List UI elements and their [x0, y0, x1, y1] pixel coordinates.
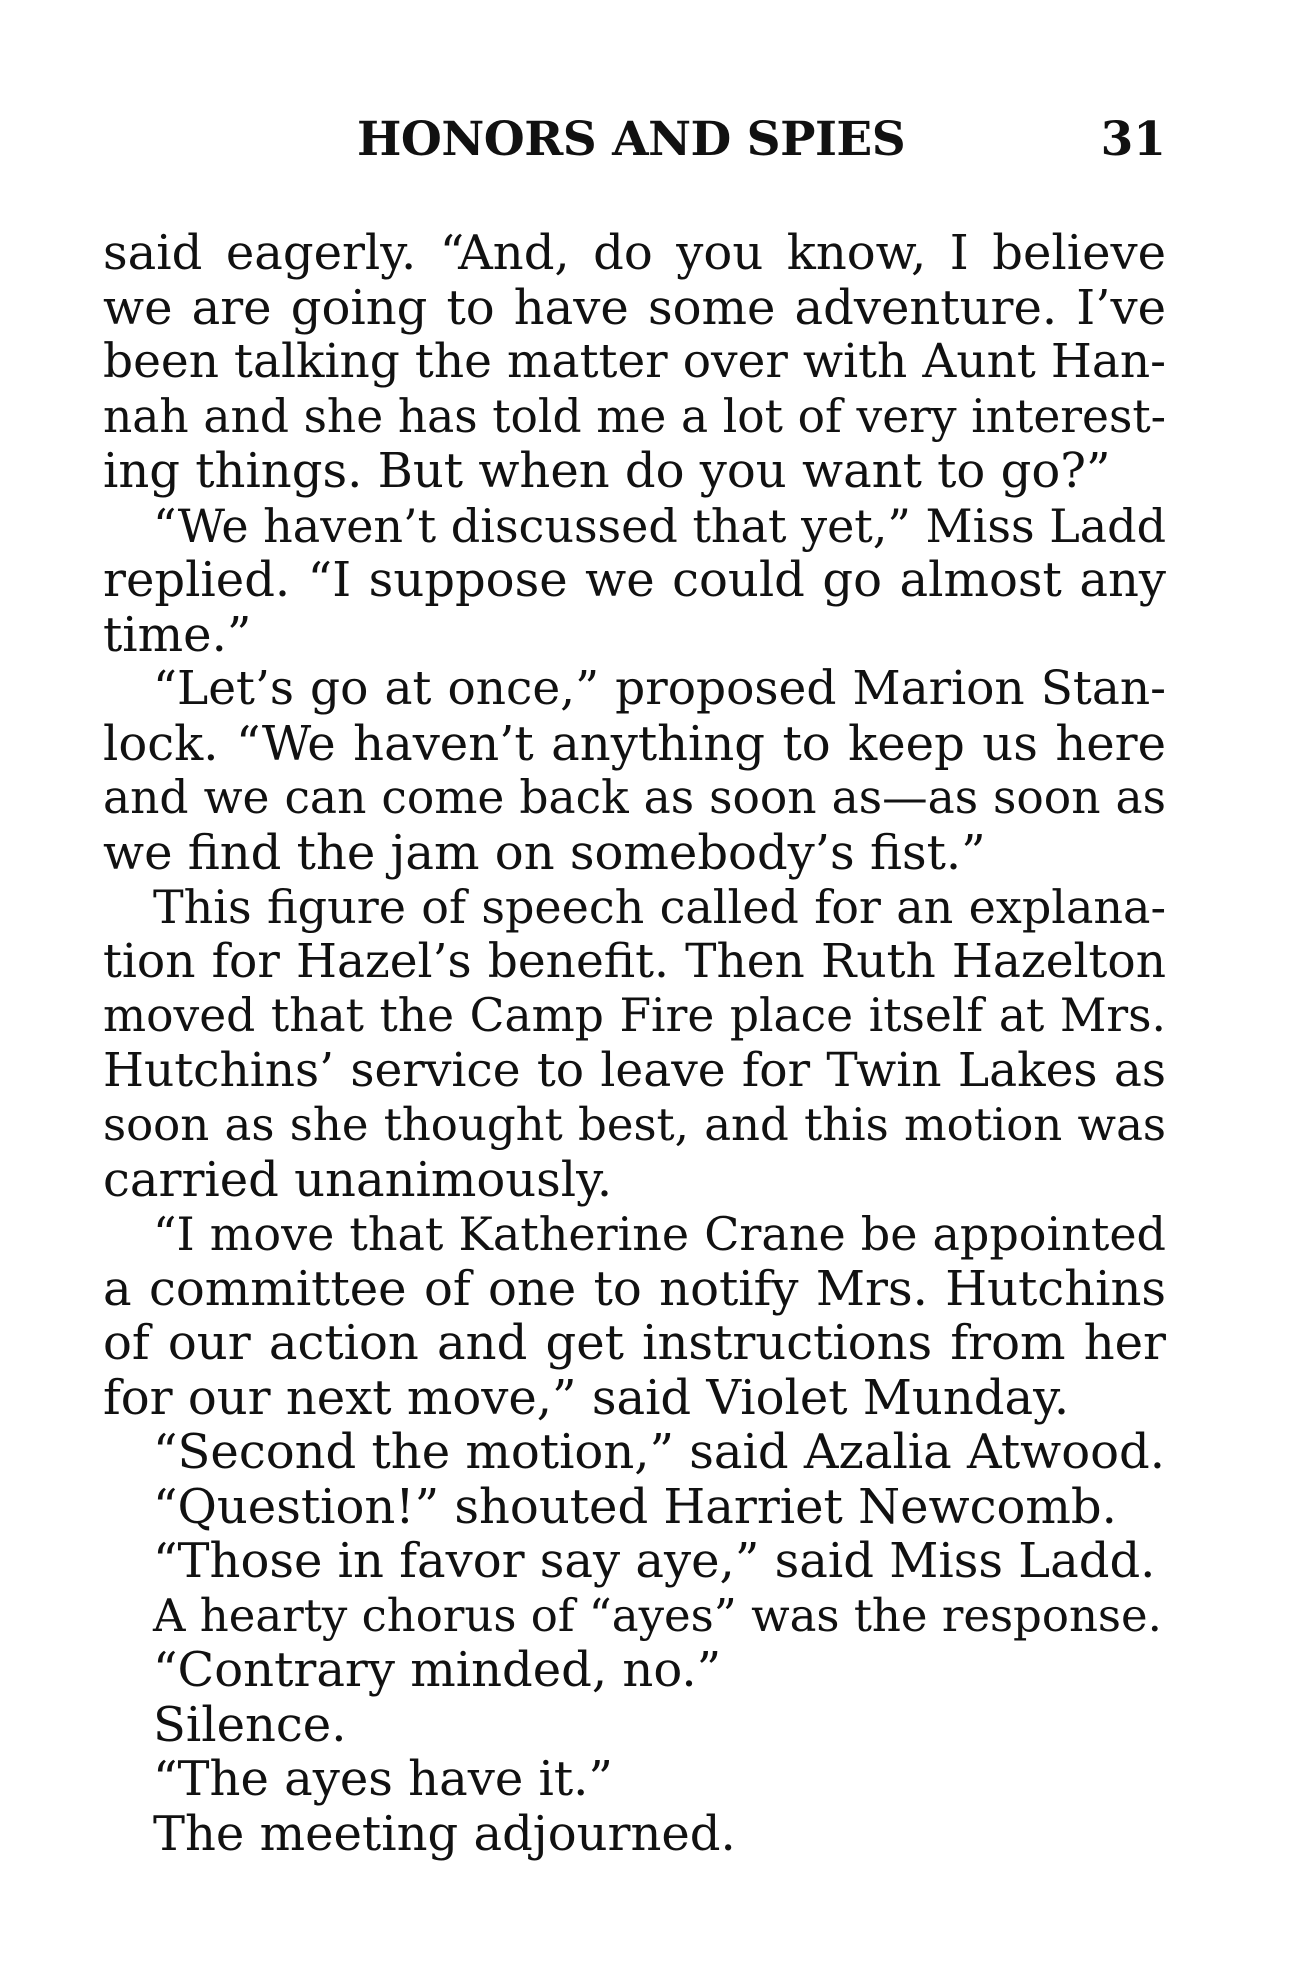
text-line: tion for Hazel’s benefit. Then Ruth Hazelton — [103, 934, 1166, 989]
text-line: “Contrary minded, no.” — [153, 1643, 722, 1698]
text-line: we are going to have some adventure. I’ve — [103, 280, 1166, 335]
text-line: and we can come back as soon as—as soon as — [103, 771, 1166, 824]
text-line: been talking the matter over with Aunt Han- — [103, 335, 1166, 389]
text-line: replied. “I suppose we could go almost any — [103, 553, 1166, 608]
text-line: of our action and get instructions from her — [103, 1316, 1166, 1371]
text-line: time.” — [103, 607, 252, 662]
page-header — [103, 112, 1166, 182]
text-line: soon as she thought best, and this motion was — [103, 1098, 1166, 1151]
body-text — [103, 226, 1166, 1861]
text-line: moved that the Camp Fire place itself at Mrs. — [103, 989, 1166, 1042]
text-line: Silence. — [153, 1697, 347, 1752]
text-line: The meeting adjourned. — [153, 1806, 736, 1861]
text-line: A hearty chorus of “ayes” was the response. — [153, 1588, 1162, 1642]
text-line: “We haven’t discussed that yet,” Miss Ladd — [153, 498, 1166, 553]
text-line: This figure of speech called for an explana- — [153, 880, 1166, 934]
text-line: lock. “We haven’t anything to keep us here — [103, 716, 1166, 771]
text-line: “Question!” shouted Harriet Newcomb. — [153, 1479, 1117, 1534]
text-line: “Let’s go at once,” proposed Marion Stan- — [153, 662, 1166, 716]
running-title: HONORS AND SPIES — [357, 112, 906, 167]
text-line: nah and she has told me a lot of very interest- — [103, 389, 1166, 443]
text-line: Hutchins’ service to leave for Twin Lakes as — [103, 1043, 1166, 1098]
text-line: “The ayes have it.” — [153, 1752, 613, 1807]
text-line: carried unanimously. — [103, 1152, 613, 1207]
text-line: said eagerly. “And, do you know, I believe — [103, 226, 1166, 281]
text-line: “Those in favor say aye,” said Miss Ladd. — [153, 1534, 1156, 1589]
text-line: “I move that Katherine Crane be appointed — [153, 1207, 1166, 1261]
text-line: “Second the motion,” said Azalia Atwood. — [153, 1425, 1166, 1480]
text-line: for our next move,” said Violet Munday. — [103, 1370, 1070, 1425]
text-line: ing things. But when do you want to go?” — [103, 444, 1111, 499]
text-line: a committee of one to notify Mrs. Hutchins — [103, 1261, 1166, 1316]
text-line: we find the jam on somebody’s fist.” — [103, 825, 986, 880]
page-number: 31 — [1100, 112, 1166, 167]
